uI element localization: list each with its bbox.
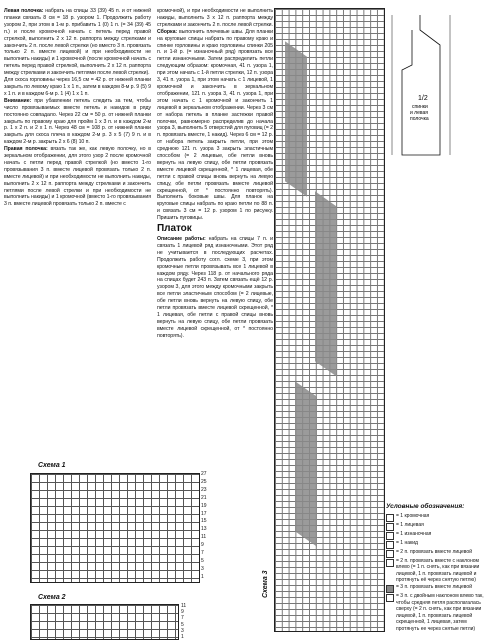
schema-1-title: Схема 1 [38,462,66,469]
diagram-label: спинки [412,104,428,110]
schema-2-grid [30,604,179,640]
symbol-icon [386,594,394,602]
schema-1-grid [30,473,200,583]
symbol-icon [386,514,394,522]
diagram-outline [402,15,440,155]
paragraph: Левая полочка: набрать на спицы 33 (39) 45 п. и от нижней планки связать 8 см = 18 р. узором 1. Продолжить работу узором 2, при этом в 1-м р. прибавить 1 (0) 1 п. (= 34 (39) 45 п.) и после кромочной начать с петель перед правой стрелкой, выполнить 2 х 12 п. раппорта между стрелками и закончить 2 п. после левой стрелки (но вместо 3 п. провязать только 2 п. вместе лицевой) и при необходимости не выполнить накиды) и 1 кромочной (после кромочной начать с петель перед правой стрелкой, выполнить 2 х 12 п. раппорта между стрелками и закончить петлями после левой стрелки). [4,8,151,77]
paragraph: Внимание: при убавлении петель следить за тем, чтобы число провязываемых вместе петель и накидов в ряду постоянно совпадало. Через 22 см = 50 р. от нижней планки закрыть по правому краю для пройм 1 х 3 п. и в каждом 2-м р. 1 х 2 п. и 2 х 1 п. Через 48 см = 108 р. от нижней планки закрыть для скоса плеча в каждом 2-м р. 3 х 5 (7) 9 п. и в каждом 2-м р. закрыть 2 х 6 (8) 10 п. [4,97,151,146]
section-heading: Платок [157,223,192,235]
paragraph: Правая полочка: вязать так же, как левую полочку, но в зеркальном отображении, для этого узор 2 после кромочной начать с петли перед правой стрелкой (но вместо 1-го провязывания 3 п. вместе лицевой провязать только 2 п. вместе лицевой) и при необходимости не выполнить накиды, выполнить 2 х 12 п. раппорта между стрелками и закончить петлями после левой стрелки и при необходимости не выполнить накиды) и 1 кромочной (вместо 1-го провязывания 3 п. вместе лицевой провязать только 2 п. вместе с [4,146,151,208]
garment-diagram [390,10,485,160]
legend-item: = 1 накид [386,540,491,549]
legend-item: = 1 изнаночная [386,531,491,540]
text-column-2 [157,8,273,340]
legend-item: = 3 п. с двойным наклоном влево так, чтобы средняя петля располагалась сверху (= 2 п. снять, как при вязании лицевой, 1 п. провязать лицевой скрещенной, 1 лицевая, затем протянуть ее через снятые петли) [386,593,491,633]
schema-3-grid [274,8,385,632]
paragraph: Сборка: выполнить плечевые швы. Для планки на круговые спицы набрать по правому краю и спинке горловины и краю горловины спинки 205 п. и 1-й р. (= изнаночный ряд) провязать все петли изнаночными. Затем распределить петли следующим образом: кромочная, 41 п. узора 1, при этом начать с 1-й петли стрелки, 12 п. узора 3, 41 п. узора 1, при этом начать с 1 лицевой, 1 кромочной и закончить в зеркальном отображении, 121 п. узора 3, 41 п. узора 1, при этом начать с 1 кромочной и закончить 1 лицевой в зеркальном отображении. Через 3 см от набора петель в планке застежки правой полочки, равномерно распределив до начала узора 3, выполнить 5 отверстий для пуговиц (= 2 п. провязать вместе, 1 накид). Через 6 см = 12 р. от набора петель закрыть петли, при этом среднюю 121 п. узора 3 закрыть эластичным способом (= 2 лицевые, обе петли вновь вернуть на левую спицу, обе петли провязать вместе лицевой скрещенной, * 1 лицевая, обе петли с правой спицы вновь вернуть на левую спицу, обе петли провязать вместе лицевой скрещенной, от * постоянно повторять). Выполнить боковые швы. Для планок на круговые спицы набрать по краю петли по 88 п. и связать 3 см = 12 р. узором 1 по рисунку. Пришить пуговицы. [157,28,273,222]
paragraph: Описание работы: набрать на спицы 7 п. и связать 1 лицевой ряд изнаночными. Этот ряд не учитывается в последующих расчетах. Продолжить работу согл. схеме 3, при этом кромочные петли провязывать все 1 лицевой в каждом ряду. Через 118 р. от начального ряда на спицах будет 243 п. Затем связать ещё 12 р. узором 3, для этого между кромочными закрыть все петли эластичным способом (= 2 лицевые, обе петли вновь вернуть на левую спицу, обе петли провязать вместе лицевой скрещенной, * 1 лицевая, обе петли с правой спицы вновь вернуть на левую спицу, обе петли провязать вместе лицевой скрещенной, от * постоянно повторять). [157,236,273,339]
text-column-1 [4,8,151,208]
symbol-icon [386,585,394,593]
symbol-icon [386,559,394,567]
legend-title: Условные обозначения: [386,503,465,510]
legend [386,504,491,633]
paragraph: кромочной), и при необходимости не выполнить накиды, выполнить 3 х 12 п. раппорта между стрелками и закончить 2 п. после левой стрелки. [157,8,273,28]
symbol-icon [386,541,394,549]
legend-item: = 1 лицевая [386,522,491,531]
symbol-icon [386,523,394,531]
symbol-icon [386,532,394,540]
legend-item: = 1 кромочная [386,513,491,522]
paragraph: Для скоса горловины через 16,5 см = 42 р. от нижней планки закрыть по левому краю 1 х 1 п., затем в каждом 8-м р. 9 (5) 9 х 1 п. и в каждом 6-м р. 1 (4) 1 х 1 п. [4,77,151,97]
schema-3-title: Схема 3 [262,570,269,598]
diagram-label: полочка [410,116,429,122]
schema-1-row-numbers: 27 25 23 21 19 17 15 13 11 9 7 5 3 1 [201,471,207,580]
symbol-icon [386,550,394,558]
legend-item: = 2 п. провязать вместе с наклоном влево (= 1 п. снять, как при вязании лицевой, 1 п. провязать лицевой и протянуть её через снятую петлю) [386,558,491,584]
schema-2-title: Схема 2 [38,594,66,601]
legend-item: = 3 п. провязать вместе лицевой [386,584,491,593]
legend-item: = 2 п. провязать вместе лицевой [386,549,491,558]
diagram-label: и левая [410,110,428,116]
schema-2-row-numbers: 11 9 7 5 3 1 [181,603,187,640]
diagram-label: 1/2 [418,95,428,102]
